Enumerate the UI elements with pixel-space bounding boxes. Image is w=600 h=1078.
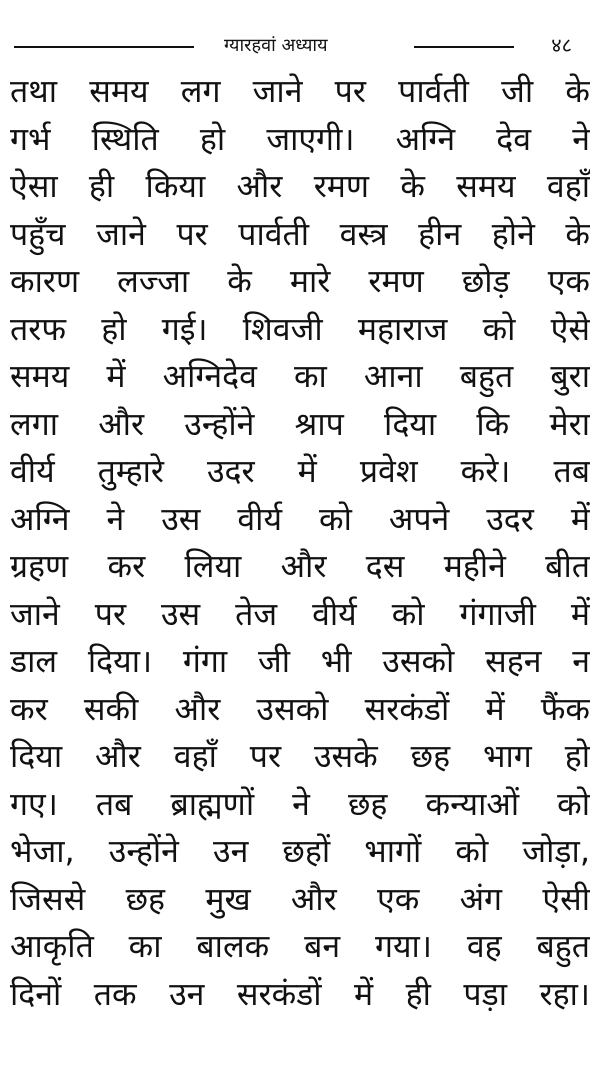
text-line: तरफ हो गई। शिवजी महाराज को ऐसे bbox=[10, 309, 590, 348]
text-line: जिससे छह मुख और एक अंग ऐसी bbox=[10, 879, 590, 918]
header-rule-right bbox=[414, 46, 514, 48]
text-line: वीर्य तुम्हारे उदर में प्रवेश करे। तब bbox=[10, 452, 590, 490]
text-line: दिनों तक उन सरकंडों में ही पड़ा रहा। bbox=[10, 974, 590, 1013]
text-line: गए। तब ब्राह्मणों ने छह कन्याओं को bbox=[10, 784, 590, 823]
text-line: भेजा, उन्होंने उन छहों भागों को जोड़ा, bbox=[10, 832, 590, 870]
page-number: ४८ bbox=[551, 33, 572, 57]
header-rule-left bbox=[14, 46, 194, 48]
text-line: दिया और वहाँ पर उसके छह भाग हो bbox=[10, 737, 590, 775]
text-line: कारण लज्जा के मारे रमण छोड़ एक bbox=[10, 262, 590, 300]
page-header bbox=[14, 28, 582, 64]
text-line: कर सकी और उसको सरकंडों में फैंक bbox=[10, 689, 590, 728]
chapter-title: ग्यारहवां अध्याय bbox=[224, 35, 328, 56]
body-text bbox=[10, 68, 590, 1018]
text-line: ऐसा ही किया और रमण के समय वहाँ bbox=[10, 167, 590, 205]
text-line: जाने पर उस तेज वीर्य को गंगाजी में bbox=[10, 594, 590, 633]
text-line: तथा समय लग जाने पर पार्वती जी के bbox=[10, 72, 590, 110]
text-line: लगा और उन्होंने श्राप दिया कि मेरा bbox=[10, 404, 590, 443]
text-line: गर्भ स्थिति हो जाएगी। अग्नि देव ने bbox=[10, 119, 590, 158]
text-line: ग्रहण कर लिया और दस महीने बीत bbox=[10, 547, 590, 585]
text-line: डाल दिया। गंगा जी भी उसको सहन न bbox=[10, 642, 590, 680]
text-line: अग्नि ने उस वीर्य को अपने उदर में bbox=[10, 499, 590, 538]
text-line: पहुँच जाने पर पार्वती वस्त्र हीन होने के bbox=[10, 214, 590, 253]
text-line: समय में अग्निदेव का आना बहुत बुरा bbox=[10, 357, 590, 395]
text-line: आकृति का बालक बन गया। वह बहुत bbox=[10, 927, 590, 965]
